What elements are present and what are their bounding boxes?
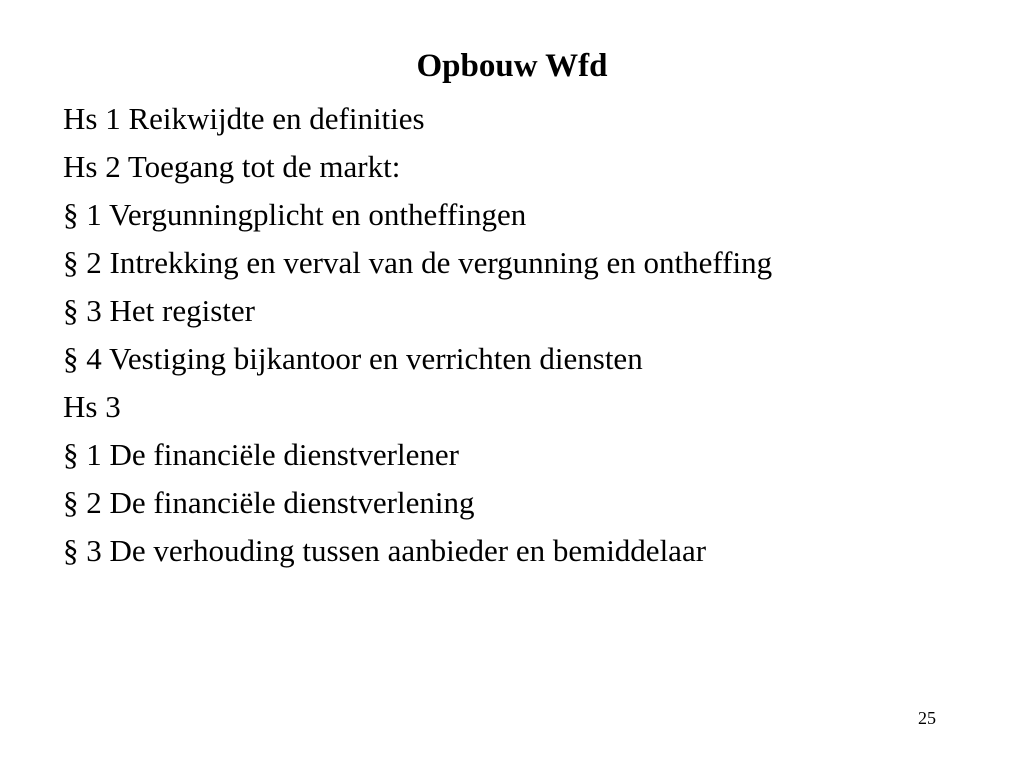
page-number: 25 [918,708,936,728]
content-list [63,102,963,582]
list-item: § 4 Vestiging bijkantoor en verrichten diensten [63,341,643,376]
list-item: § 3 De verhouding tussen aanbieder en bemiddelaar [63,533,707,568]
list-item: § 1 Vergunningplicht en ontheffingen [63,197,527,232]
list-item: § 1 De financiële dienstverlener [63,437,459,472]
list-item: § 3 Het register [63,293,255,328]
list-item: § 2 De financiële dienstverlening [63,485,475,520]
list-item: Hs 3 [63,389,121,424]
list-item: Hs 1 Reikwijdte en definities [63,101,425,136]
slide-title: Opbouw Wfd [416,48,608,84]
list-item: Hs 2 Toegang tot de markt: [63,149,401,184]
list-item: § 2 Intrekking en verval van de vergunning en ontheffing [63,245,773,280]
